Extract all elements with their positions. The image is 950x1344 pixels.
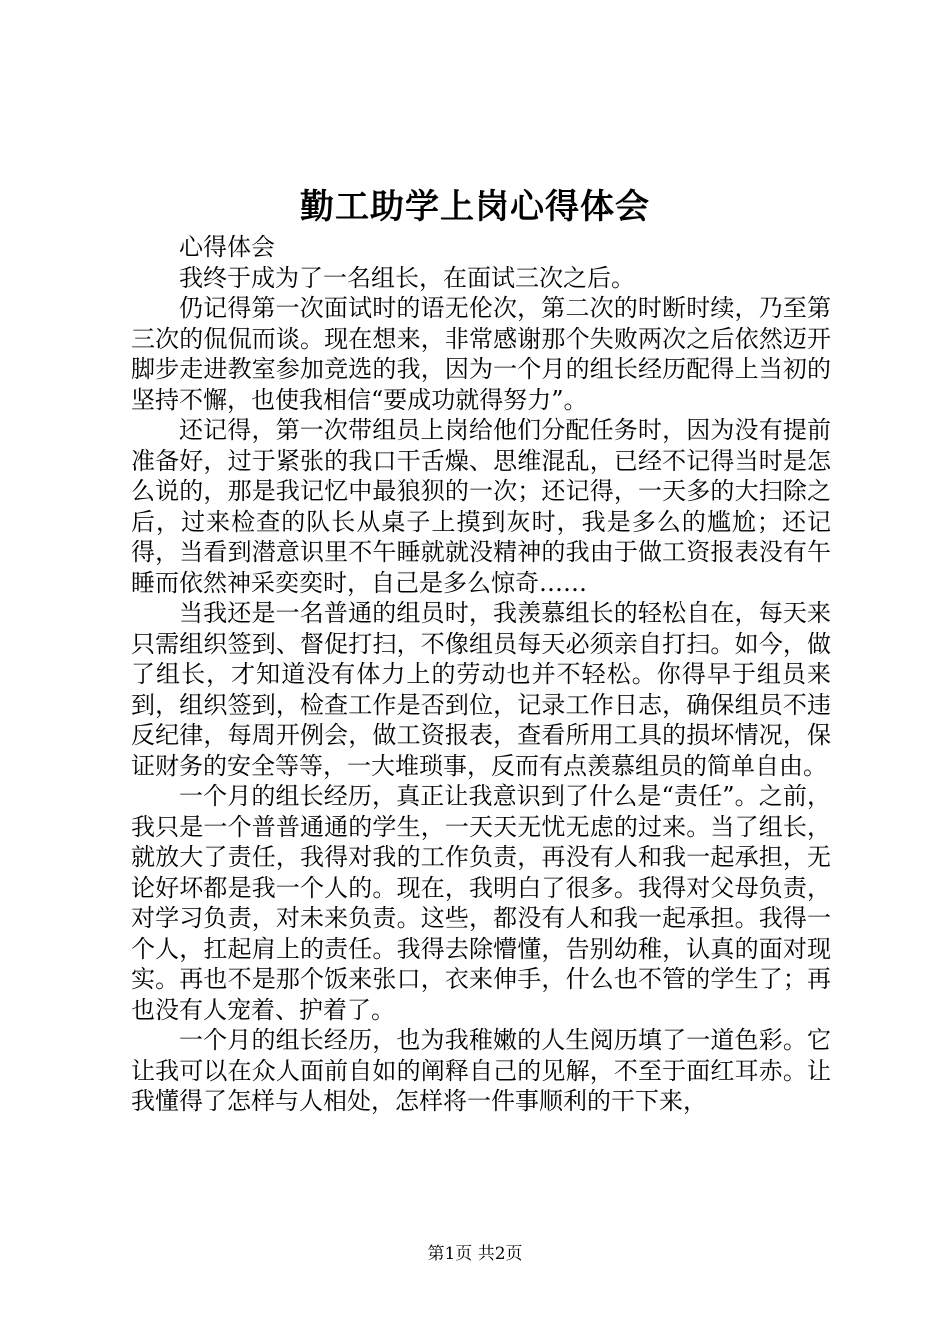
paragraph: 当我还是一名普通的组员时，我羡慕组长的轻松自在，每天来只需组织签到、督促打扫，不像组员每天必须亲自打扫。如今，做了组长，才知道没有体力上的劳动也并不轻松。你得早于组员来到，组织签到，检查工作是否到位，记录工作日志，确保组员不违反纪律，每周开例会，做工资报表，查看所用工具的损坏情况，保证财务的安全等等，一大堆琐事，反而有点羡慕组员的简单自由。 (131, 599, 831, 780)
page-number-footer: 第1页 共2页 (427, 1244, 523, 1264)
paragraph: 一个月的组长经历，真正让我意识到了什么是“责任”。之前，我只是一个普普通通的学生，一天天无忧无虑的过来。当了组长，就放大了责任，我得对我的工作负责，再没有人和我一起承担，无论好坏都是我一个人的。现在，我明白了很多。我得对父母负责，对学习负责，对未来负责。这些，都没有人和我一起承担。我得一个人，扛起肩上的责任。我得去除懵懂，告别幼稚，认真的面对现实。再也不是那个饭来张口，衣来伸手，什么也不管的学生了；再也没有人宠着、护着了。 (131, 782, 831, 1024)
paragraph: 我终于成为了一名组长，在面试三次之后。 (179, 263, 635, 292)
document-body (131, 232, 831, 1117)
paragraph: 一个月的组长经历，也为我稚嫩的人生阅历填了一道色彩。它让我可以在众人面前自如的阐释自己的见解，不至于面红耳赤。让我懂得了怎样与人相处，怎样将一件事顺利的干下来， (131, 1026, 831, 1115)
document-title: 勤工助学上岗心得体会 (300, 187, 650, 227)
paragraph-heading: 心得体会 (179, 233, 275, 261)
paragraph: 仍记得第一次面试时的语无伦次，第二次的时断时续，乃至第三次的侃侃而谈。现在想来，非常感谢那个失败两次之后依然迈开脚步走进教室参加竞选的我，因为一个月的组长经历配得上当初的坚持不懈，也使我相信“要成功就得努力”。 (131, 294, 831, 414)
paragraph: 还记得，第一次带组员上岗给他们分配任务时，因为没有提前准备好，过于紧张的我口干舌燥、思维混乱，已经不记得当时是怎么说的，那是我记忆中最狼狈的一次；还记得，一天多的大扫除之后，过来检查的队长从桌子上摸到灰时，我是多么的尴尬；还记得，当看到潜意识里不午睡就就没精神的我由于做工资报表没有午睡而依然神采奕奕时，自己是多么惊奇…… (131, 416, 831, 597)
